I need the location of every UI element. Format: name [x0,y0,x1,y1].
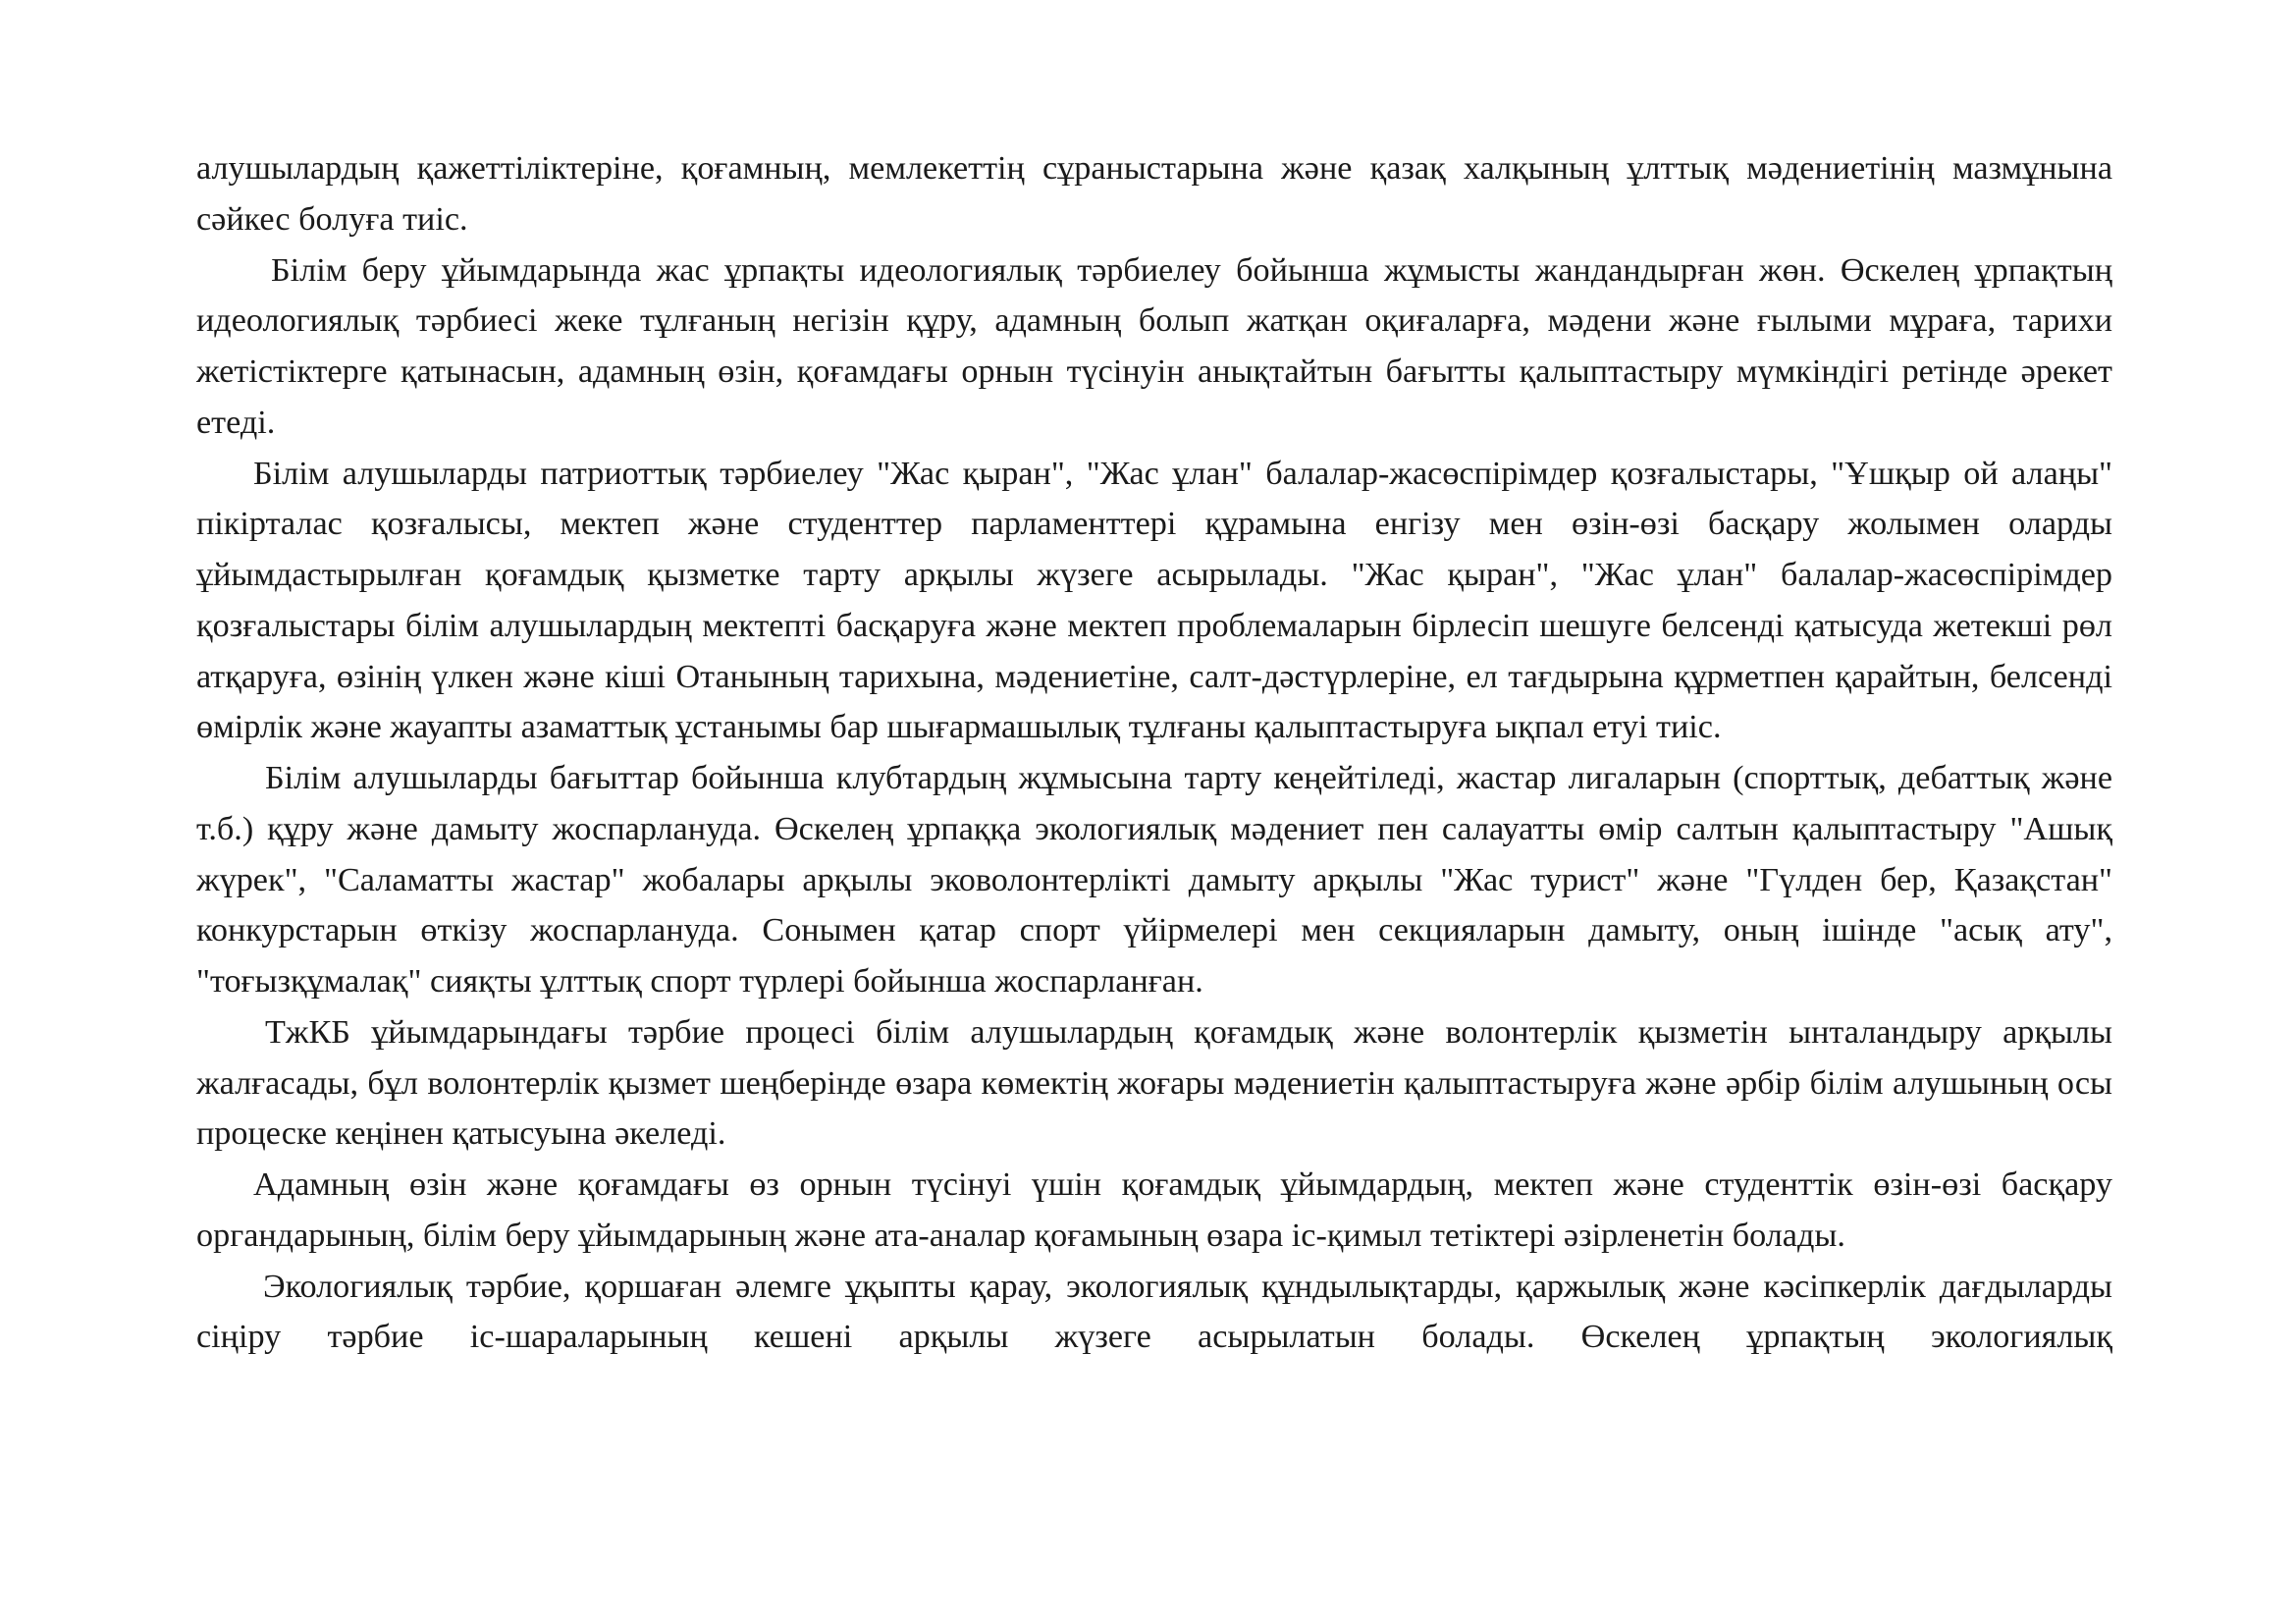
paragraph-ecological-education: Экологиялық тәрбие, қоршаған әлемге ұқыпты қарау, экологиялық құндылықтарды, қаржылық және кәсіпкерлік дағдыларды сіңіру тәрбие іс-шараларының кешені арқылы жүзеге асырылатын болады. Өскелең ұрпақтың экологиялық [196,1268,2112,1356]
paragraph-volunteer-activity: ТжКБ ұйымдарындағы тәрбие процесі білім алушылардың қоғамдық және волонтерлік қызметін ынталандыру арқылы жалғасады, бұл волонтерлік қызмет шеңберінде өзара көмектің жоғары мәдениетін қалыптастыруға және әрбір білім алушының осы процеске кеңінен қатысуына әкеледі. [196,1013,2112,1153]
paragraph-clubs-and-sports: Білім алушыларды бағыттар бойынша клубтардың жұмысына тарту кеңейтіледі, жастар лигаларын (спорттық, дебаттық және т.б.) құру және дамыту жоспарлануда. Өскелең ұрпаққа экологиялық мәдениет пен салауатты өмір салтын қалыптастыру "Ашық жүрек", "Саламатты жастар" жобалары арқылы эковолонтерлікті дамыту арқылы "Жас турист" және "Гүлден бер, Қазақстан" конкурстарын өткізу жоспарлануда. Сонымен қатар спорт үйірмелері мен секцияларын дамыту, оның ішінде "асық ату", "тоғызқұмалақ" сияқты ұлттық спорт түрлері бойынша жоспарланған. [196,760,2112,1000]
paragraph-ideological-education: Білім беру ұйымдарында жас ұрпақты идеологиялық тәрбиелеу бойынша жұмысты жандандырған жөн. Өскелең ұрпақтың идеологиялық тәрбиесі жеке тұлғаның негізін құру, адамның болып жатқан оқиғаларға, мәдени және ғылыми мұраға, тарихи жетістіктерге қатынасын, адамның өзін, қоғамдағы орнын түсінуін анықтайтын бағытты қалыптастыру мүмкіндігі ретінде әрекет етеді. [196,251,2112,441]
document-body [196,143,2112,1363]
paragraph-continuation: алушылардың қажеттіліктеріне, қоғамның, мемлекеттің сұраныстарына және қазақ халқының ұлттық мәдениетінің мазмұнына сәйкес болуға тиіс. [196,150,2112,238]
paragraph-public-organizations: Адамның өзін және қоғамдағы өз орнын түсінуі үшін қоғамдық ұйымдардың, мектеп және студенттік өзін-өзі басқару органдарының, білім беру ұйымдарының және ата-аналар қоғамының өзара іс-қимыл тетіктері әзірленетін болады. [196,1166,2112,1254]
paragraph-patriotic-education: Білім алушыларды патриоттық тәрбиелеу "Жас қыран", "Жас ұлан" балалар-жасөспірімдер қозғалыстары, "Ұшқыр ой алаңы" пікірталас қозғалысы, мектеп және студенттер парламенттері құрамына енгізу мен өзін-өзі басқару жолымен оларды ұйымдастырылған қоғамдық қызметке тарту арқылы жүзеге асырылады. "Жас қыран", "Жас ұлан" балалар-жасөспірімдер қозғалыстары білім алушылардың мектепті басқаруға және мектеп проблемаларын бірлесіп шешуге белсенді қатысуда жетекші рөл атқаруға, өзінің үлкен және кіші Отанының тарихына, мәдениетіне, салт-дәстүрлеріне, ел тағдырына құрметпен қарайтын, белсенді өмірлік және жауапты азаматтық ұстанымы бар шығармашылық тұлғаны қалыптастыруға ықпал етуі тиіс. [196,455,2112,746]
